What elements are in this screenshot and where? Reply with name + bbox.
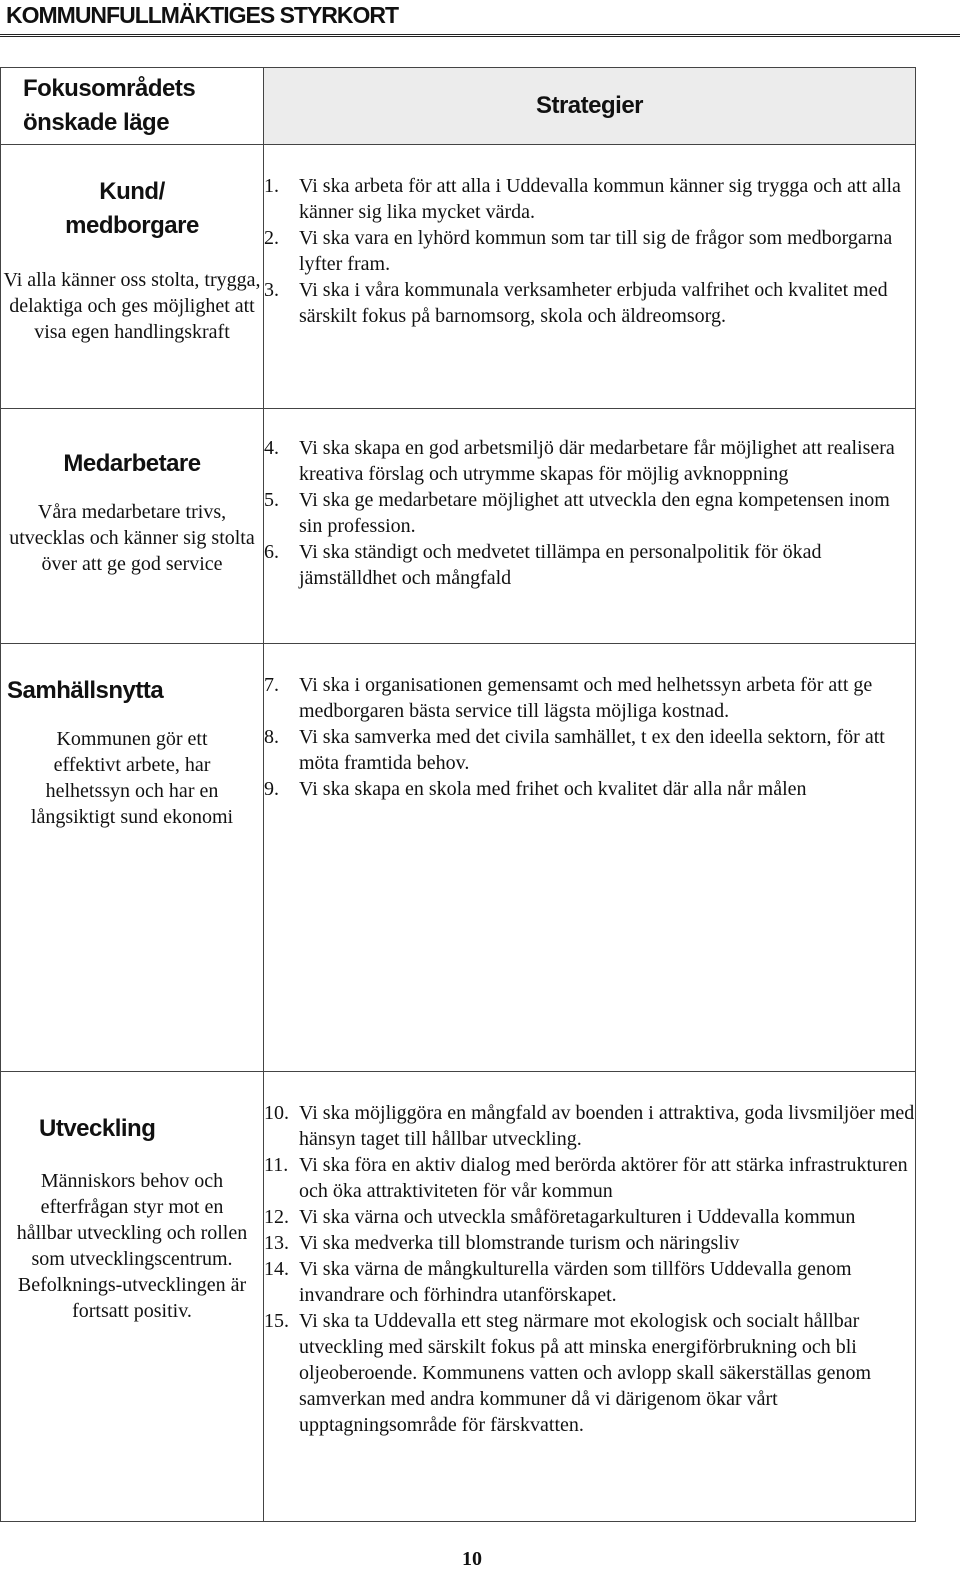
strategy-text: Vi ska värna och utveckla småföretagarkulturen i Uddevalla kommun (299, 1206, 856, 1228)
strategy-item (264, 1256, 915, 1308)
page-number: 10 (462, 1548, 482, 1570)
strategy-number: 2. (264, 227, 279, 249)
strategy-item (264, 1204, 915, 1230)
focus-row-samhallsnytta (1, 644, 916, 1072)
strategy-text: Vi ska möjliggöra en mångfald av boenden i attraktiva, goda livsmiljöer med hänsyn taget till hållbar utveckling. (299, 1102, 915, 1150)
strategy-list (264, 672, 915, 802)
strategy-item (264, 435, 915, 487)
strategy-text: Vi ska värna de mångkulturella värden som tillförs Uddevalla genom invandrare och förhindra utanförskapet. (299, 1258, 852, 1306)
strategy-number: 3. (264, 279, 279, 301)
strategies-cell (264, 644, 916, 1072)
strategy-number: 8. (264, 726, 279, 748)
strategy-number: 7. (264, 674, 279, 696)
focus-cell (1, 409, 264, 644)
strategy-item (264, 225, 915, 277)
document-title: KOMMUNFULLMÄKTIGES STYRKORT (6, 2, 399, 28)
strategy-text: Vi ska medverka till blomstrande turism och näringsliv (299, 1232, 740, 1254)
strategy-number: 6. (264, 541, 279, 563)
strategy-number: 1. (264, 175, 279, 197)
strategy-number: 14. (264, 1258, 289, 1280)
focus-area-description: Vi alla känner oss stolta, trygga, delaktiga och ges möjlighet att visa egen handlingskraft (3, 269, 261, 343)
strategy-item (264, 1230, 915, 1256)
strategy-number: 10. (264, 1102, 289, 1124)
strategies-header-cell (264, 68, 916, 145)
strategy-text: Vi ska ta Uddevalla ett steg närmare mot ekologisk och socialt hållbar utveckling med särskilt fokus på att minska energiförbrukning och bli oljeoberoende. Kommunens vatten och avlopp skall säkerställas genom samverkan med andra kommuner då vi därigenom ökar vårt upptagningsområde för färskvatten. (299, 1310, 872, 1436)
strategy-text: Vi ska arbeta för att alla i Uddevalla kommun känner sig trygga och att alla känner sig lika mycket värda. (299, 175, 901, 223)
focus-area-title: Medarbetare (63, 450, 201, 477)
strategy-text: Vi ska i organisationen gemensamt och med helhetssyn arbeta för att ge medborgaren bästa service till lägsta möjliga kostnad. (299, 674, 873, 722)
strategy-item (264, 539, 915, 591)
strategies-cell (264, 409, 916, 644)
strategy-text: Vi ska i våra kommunala verksamheter erbjuda valfrihet och kvalitet med särskilt fokus på barnomsorg, skola och äldreomsorg. (299, 279, 888, 327)
header-row (1, 68, 916, 145)
strategy-number: 5. (264, 489, 279, 511)
focus-area-title: Kund/ medborgare (65, 178, 199, 239)
strategies-cell (264, 1072, 916, 1522)
strategy-item (264, 672, 915, 724)
strategy-item (264, 1152, 915, 1204)
strategy-number: 4. (264, 437, 279, 459)
strategy-item (264, 1100, 915, 1152)
focus-cell (1, 644, 264, 1072)
strategy-list (264, 435, 915, 591)
focus-header-cell (1, 68, 264, 145)
strategy-text: Vi ska skapa en skola med frihet och kvalitet där alla når målen (299, 778, 807, 800)
focus-area-title: Utveckling (39, 1115, 156, 1142)
scorecard-table (0, 67, 916, 1522)
strategy-number: 13. (264, 1232, 289, 1254)
focus-row-kund (1, 145, 916, 409)
strategy-text: Vi ska vara en lyhörd kommun som tar till sig de frågor som medborgarna lyfter fram. (299, 227, 893, 275)
strategy-text: Vi ska ständigt och medvetet tillämpa en personalpolitik för ökad jämställdhet och mångfald (299, 541, 822, 589)
strategy-item (264, 277, 915, 329)
strategy-item (264, 724, 915, 776)
focus-area-description: Våra medarbetare trivs, utvecklas och känner sig stolta över att ge god service (9, 501, 255, 575)
focus-header: Fokusområdets önskade läge (23, 75, 196, 136)
focus-cell (1, 145, 264, 409)
focus-area-description: Människors behov och efterfrågan styr mot en hållbar utveckling och rollen som utvecklingscentrum. Befolknings-utvecklingen är fortsatt positiv. (16, 1170, 248, 1322)
strategy-list (264, 173, 915, 329)
strategy-item (264, 776, 915, 802)
title-divider (0, 34, 960, 37)
strategies-cell (264, 145, 916, 409)
focus-area-description: Kommunen gör ett effektivt arbete, har helhetssyn och har en långsiktigt sund ekonomi (30, 728, 234, 828)
strategy-list (264, 1100, 915, 1438)
focus-row-medarbetare (1, 409, 916, 644)
strategy-item (264, 487, 915, 539)
strategy-number: 11. (264, 1154, 289, 1176)
strategy-text: Vi ska samverka med det civila samhället, t ex den ideella sektorn, för att möta framtida behov. (299, 726, 885, 774)
focus-row-utveckling (1, 1072, 916, 1522)
strategy-number: 9. (264, 778, 279, 800)
strategy-text: Vi ska ge medarbetare möjlighet att utveckla den egna kompetensen inom sin profession. (299, 489, 890, 537)
strategies-header: Strategier (535, 92, 644, 119)
strategy-number: 15. (264, 1310, 289, 1332)
strategy-text: Vi ska föra en aktiv dialog med berörda aktörer för att stärka infrastrukturen och öka attraktiviteten för vår kommun (299, 1154, 908, 1202)
strategy-item (264, 1308, 915, 1438)
strategy-number: 12. (264, 1206, 289, 1228)
strategy-text: Vi ska skapa en god arbetsmiljö där medarbetare får möjlighet att realisera kreativa förslag och utrymme skapas för möjlig avknoppning (299, 437, 895, 485)
focus-cell (1, 1072, 264, 1522)
focus-area-title: Samhällsnytta (7, 677, 164, 704)
strategy-item (264, 173, 915, 225)
